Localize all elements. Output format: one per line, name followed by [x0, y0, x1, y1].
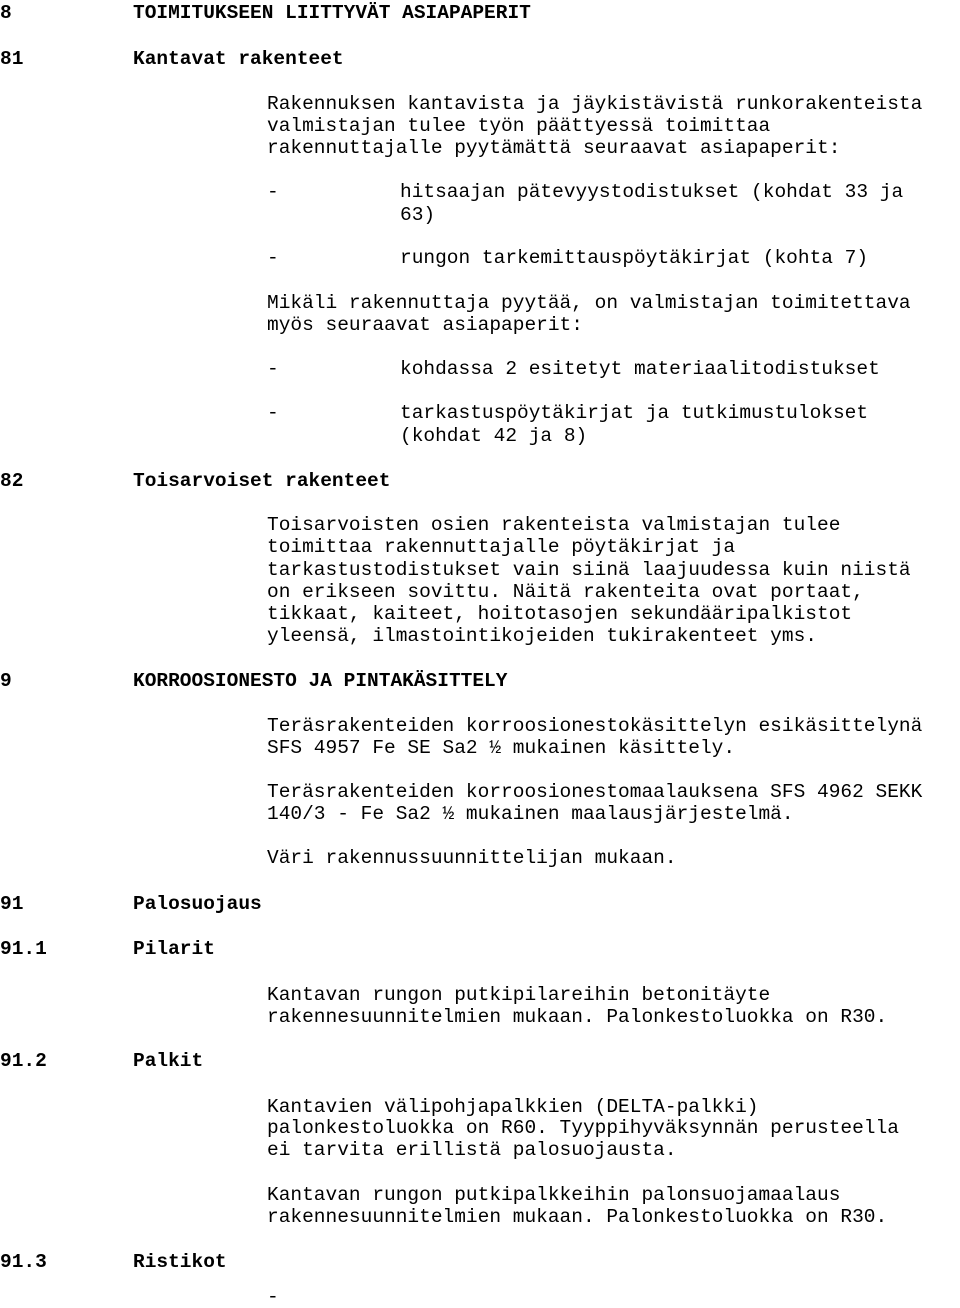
section-91-3-title: Ristikot: [133, 1251, 227, 1273]
section-91-1-title: Pilarit: [133, 938, 215, 960]
s82-body-line: toimittaa rakennuttajalle pöytäkirjat ja: [267, 536, 736, 558]
s911-body-line: Kantavan rungon putkipilareihin betonitäyte: [267, 984, 771, 1006]
s81-mid-line: myös seuraavat asiapaperit:: [267, 314, 583, 336]
s82-body-line: on erikseen sovittu. Näitä rakenteita ovat portaat,: [267, 581, 864, 603]
section-8-number: 8: [0, 2, 12, 24]
section-82-title: Toisarvoiset rakenteet: [133, 470, 391, 492]
s912-p2-line: Kantavan rungon putkipalkkeihin palonsuojamaalaus: [267, 1184, 841, 1206]
s912-p1-line: palonkestoluokka on R60. Tyyppihyväksynnän perusteella: [267, 1117, 899, 1139]
list-item-line: kohdassa 2 esitetyt materiaalitodistukset: [400, 358, 880, 380]
section-91-2-number: 91.2: [0, 1050, 47, 1072]
s912-p1-line: Kantavien välipohjapalkkien (DELTA-palkki): [267, 1096, 759, 1118]
list-dash: -: [267, 358, 279, 380]
s9-p1-line: Teräsrakenteiden korroosionestokäsittelyn esikäsittelynä: [267, 715, 923, 737]
s82-body-line: tikkaat, kaiteet, hoitotasojen sekundääripalkistot: [267, 603, 853, 625]
s81-intro-line: Rakennuksen kantavista ja jäykistävistä runkorakenteista: [267, 93, 923, 115]
section-91-2-title: Palkit: [133, 1050, 204, 1072]
list-dash: -: [267, 402, 279, 424]
list-item-line: hitsaajan pätevyystodistukset (kohdat 33 ja: [400, 181, 904, 203]
s82-body-line: Toisarvoisten osien rakenteista valmistajan tulee: [267, 514, 841, 536]
s9-p3-line: Väri rakennussuunnittelijan mukaan.: [267, 847, 677, 869]
list-item-line: 63): [400, 204, 436, 226]
section-91-3-number: 91.3: [0, 1251, 47, 1273]
section-8-title: TOIMITUKSEEN LIITTYVÄT ASIAPAPERIT: [133, 2, 531, 24]
s911-body-line: rakennesuunnitelmien mukaan. Palonkestoluokka on R30.: [267, 1006, 888, 1028]
s912-p1-line: ei tarvita erillistä palosuojausta.: [267, 1139, 677, 1161]
s82-body-line: yleensä, ilmastointikojeiden tukirakenteet yms.: [267, 625, 817, 647]
list-dash: -: [267, 181, 279, 203]
s9-p2-line: Teräsrakenteiden korroosionestomaalauksena SFS 4962 SEKK: [267, 781, 923, 803]
list-item-line: tarkastuspöytäkirjat ja tutkimustulokset: [400, 402, 869, 424]
s81-mid-line: Mikäli rakennuttaja pyytää, on valmistajan toimitettava: [267, 292, 911, 314]
section-81-number: 81: [0, 48, 24, 70]
section-9-number: 9: [0, 670, 12, 692]
section-91-number: 91: [0, 893, 24, 915]
section-81-title: Kantavat rakenteet: [133, 48, 344, 70]
s9-p1-line: SFS 4957 Fe SE Sa2 ½ mukainen käsittely.: [267, 737, 736, 759]
s912-p2-line: rakennesuunnitelmien mukaan. Palonkestoluokka on R30.: [267, 1206, 888, 1228]
list-dash: -: [267, 247, 279, 269]
s82-body-line: tarkastustodistukset vain siinä laajuudessa kuin niistä: [267, 559, 911, 581]
s81-intro-line: valmistajan tulee työn päättyessä toimittaa: [267, 115, 771, 137]
section-9-title: KORROOSIONESTO JA PINTAKÄSITTELY: [133, 670, 508, 692]
s9-p2-line: 140/3 - Fe Sa2 ½ mukainen maalausjärjestelmä.: [267, 803, 794, 825]
list-item-line: rungon tarkemittauspöytäkirjat (kohta 7): [400, 247, 869, 269]
list-dash: -: [267, 1286, 279, 1308]
s81-intro-line: rakennuttajalle pyytämättä seuraavat asiapaperit:: [267, 137, 841, 159]
section-91-1-number: 91.1: [0, 938, 47, 960]
section-82-number: 82: [0, 470, 24, 492]
section-91-title: Palosuojaus: [133, 893, 262, 915]
list-item-line: (kohdat 42 ja 8): [400, 425, 588, 447]
